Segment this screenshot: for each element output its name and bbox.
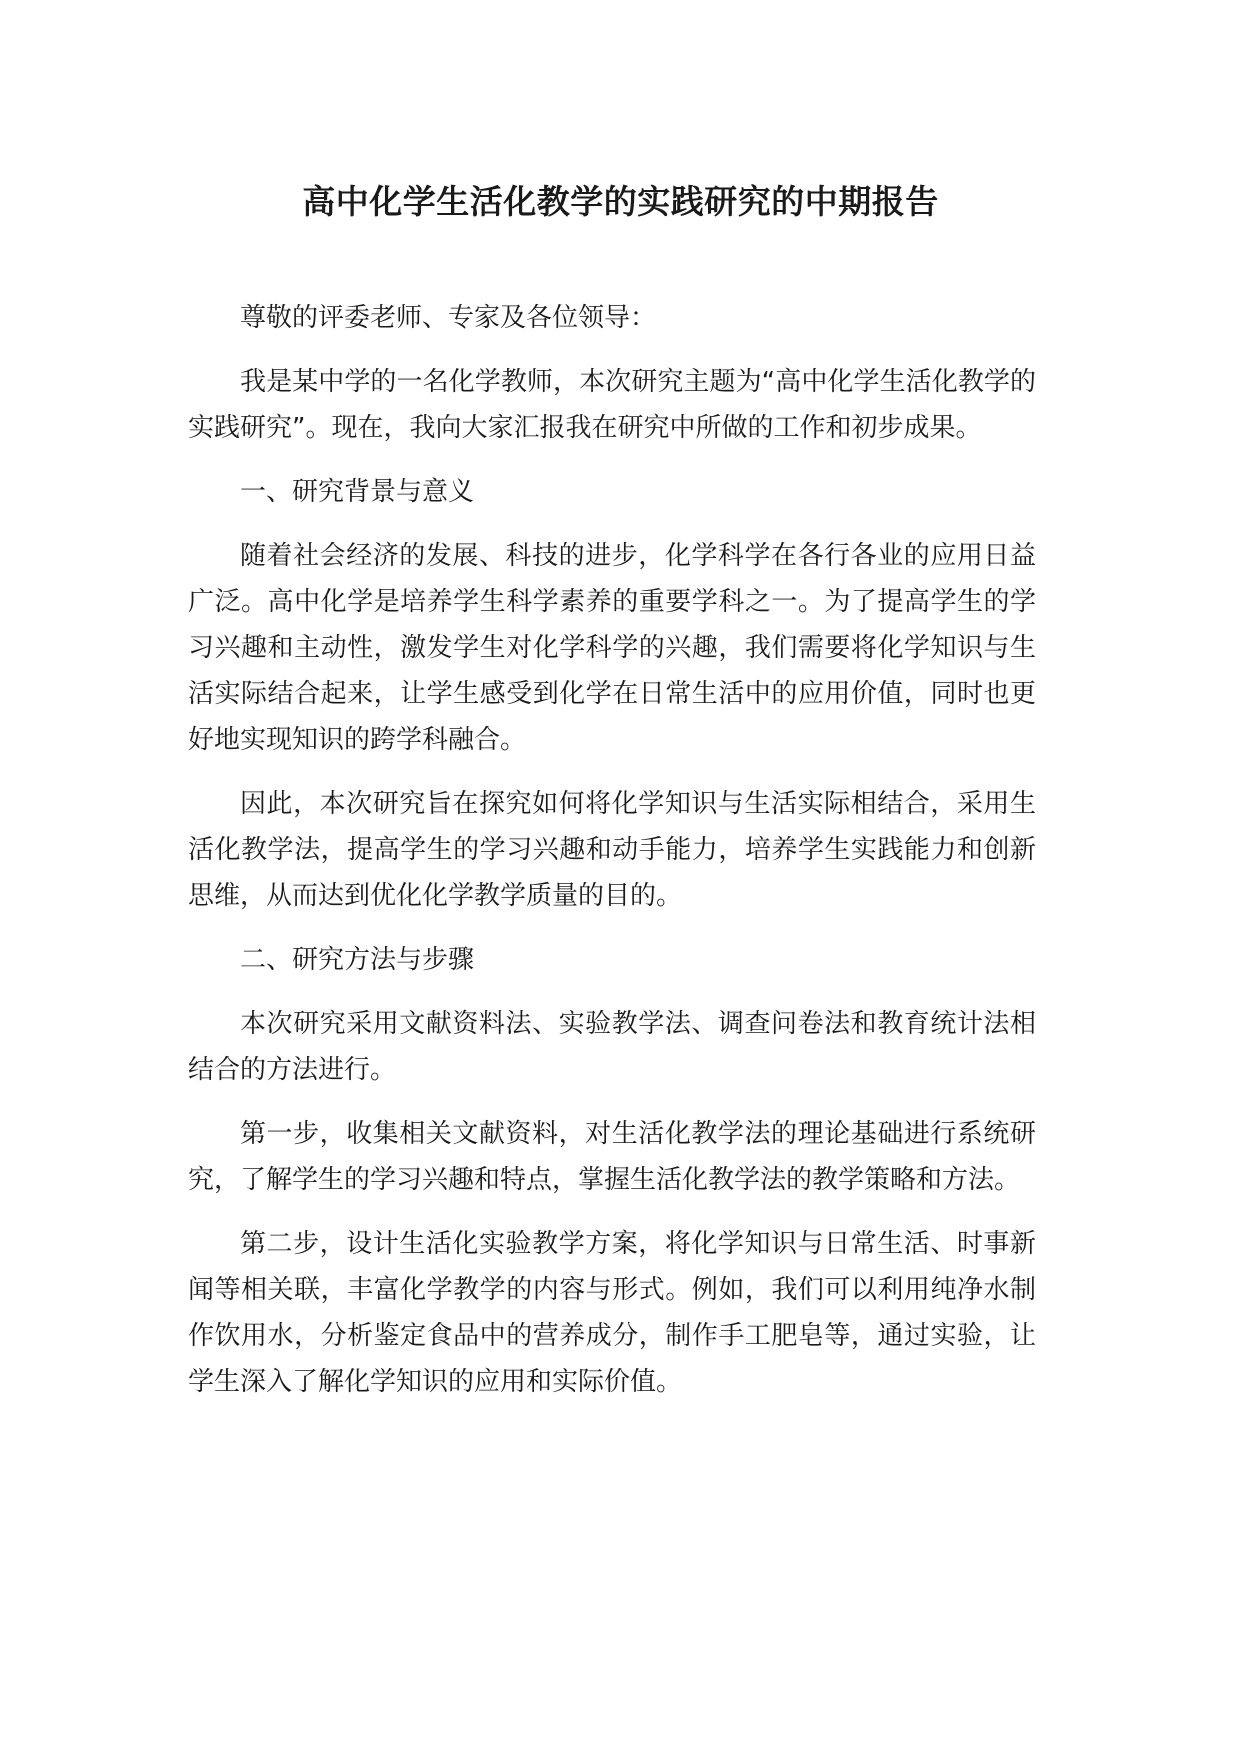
step-two-paragraph: 第二步，设计生活化实验教学方案，将化学知识与日常生活、时事新闻等相关联，丰富化学教学的内容与形式。例如，我们可以利用纯净水制作饮用水，分析鉴定食品中的营养成分，制作手工肥皂等，通过实验，让学生深入了解化学知识的应用和实际价值。 <box>188 1229 1036 1397</box>
step-one-paragraph: 第一步，收集相关文献资料，对生活化教学法的理论基础进行系统研究，了解学生的学习兴趣和特点，掌握生活化教学法的教学策略和方法。 <box>188 1119 1036 1195</box>
page-title: 高中化学生活化教学的实践研究的中期报告 <box>302 182 939 221</box>
section-heading-background: 一、研究背景与意义 <box>240 477 475 507</box>
document-body <box>188 295 1036 1423</box>
intro-paragraph: 我是某中学的一名化学教师，本次研究主题为“高中化学生活化教学的实践研究”。现在，我向大家汇报我在研究中所做的工作和初步成果。 <box>188 367 1036 443</box>
salutation-paragraph: 尊敬的评委老师、专家及各位领导： <box>240 303 657 333</box>
purpose-paragraph: 因此，本次研究旨在探究如何将化学知识与生活实际相结合，采用生活化教学法，提高学生的学习兴趣和动手能力，培养学生实践能力和创新思维，从而达到优化化学教学质量的目的。 <box>188 789 1036 911</box>
methods-paragraph: 本次研究采用文献资料法、实验教学法、调查问卷法和教育统计法相结合的方法进行。 <box>188 1009 1036 1085</box>
background-paragraph: 随着社会经济的发展、科技的进步，化学科学在各行各业的应用日益广泛。高中化学是培养学生科学素养的重要学科之一。为了提高学生的学习兴趣和主动性，激发学生对化学科学的兴趣，我们需要将化学知识与生活实际结合起来，让学生感受到化学在日常生活中的应用价值，同时也更好地实现知识的跨学科融合。 <box>188 541 1036 755</box>
section-heading-methods: 二、研究方法与步骤 <box>240 945 475 975</box>
